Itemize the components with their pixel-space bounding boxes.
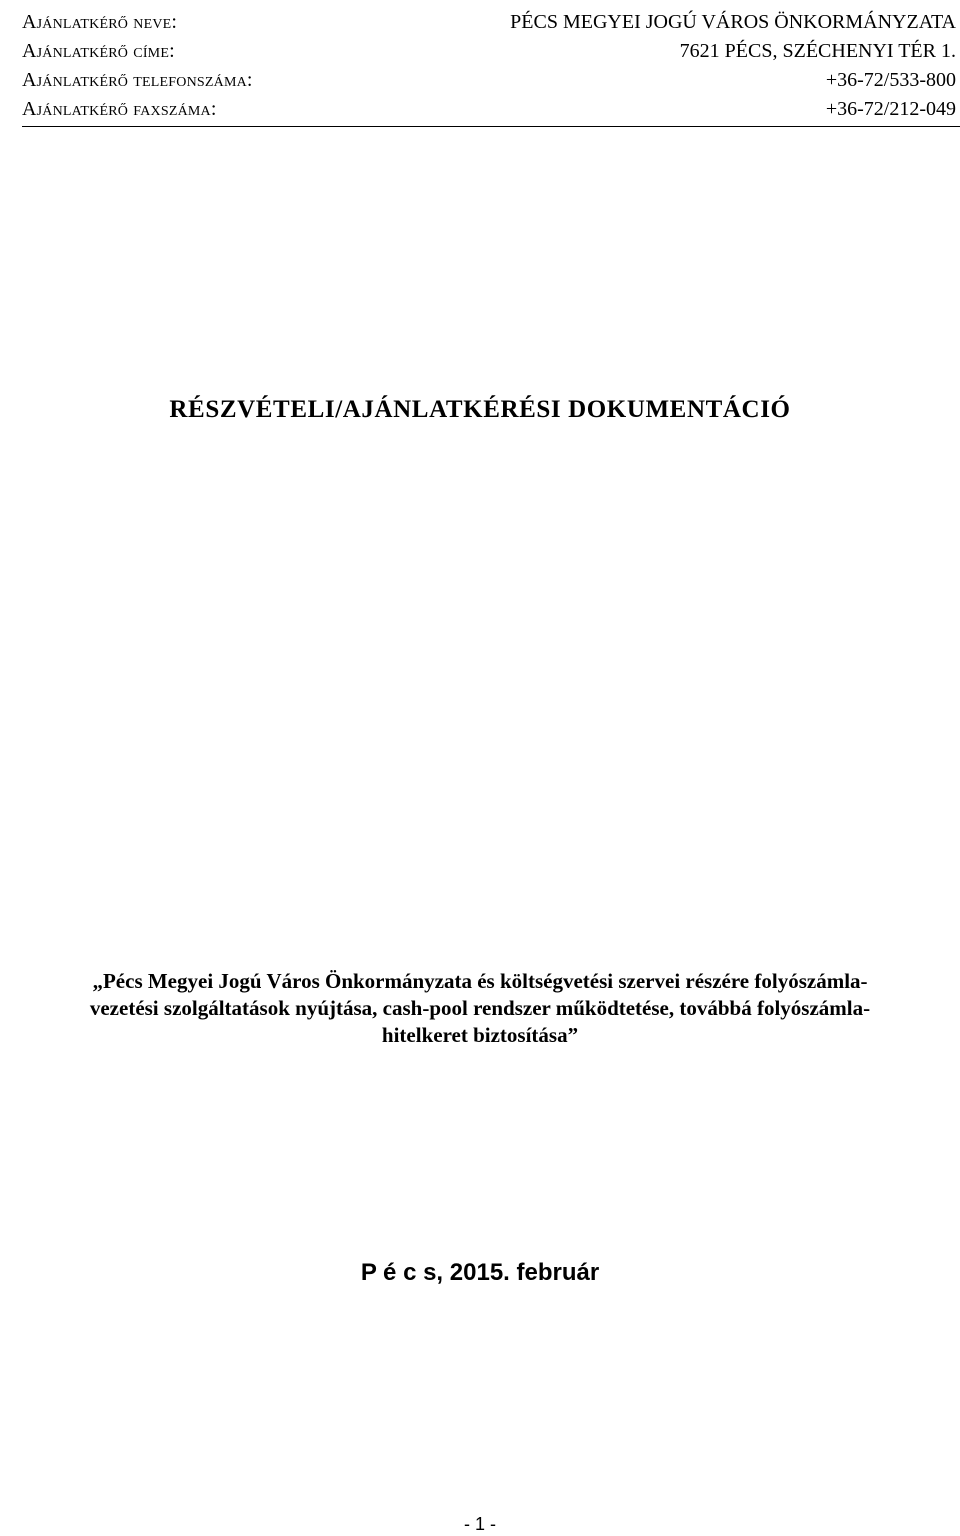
header-value-name: PÉCS MEGYEI JOGÚ VÁROS ÖNKORMÁNYZATA bbox=[510, 11, 956, 33]
header-label-address: Ajánlatkérő címe: bbox=[22, 40, 175, 62]
document-header bbox=[22, 8, 960, 127]
header-value-phone: +36-72/533-800 bbox=[825, 69, 956, 91]
page-number: - 1 - bbox=[463, 1514, 496, 1534]
subject-line-3: hitelkeret biztosítása” bbox=[381, 1023, 579, 1047]
document-title: RÉSZVÉTELI/AJÁNLATKÉRÉSI DOKUMENTÁCIÓ bbox=[169, 396, 791, 423]
subject-line-2: vezetési szolgáltatások nyújtása, cash-pool rendszer működtetése, továbbá folyószámla- bbox=[89, 996, 871, 1020]
header-row-phone bbox=[22, 66, 960, 95]
header-row-address bbox=[22, 37, 960, 66]
header-label-phone: Ajánlatkérő telefonszáma: bbox=[22, 69, 253, 91]
header-value-fax: +36-72/212-049 bbox=[825, 98, 956, 120]
subject-line-1: „Pécs Megyei Jogú Város Önkormányzata és költségvetési szervei részére folyószámla- bbox=[92, 969, 868, 993]
header-label-fax: Ajánlatkérő faxszáma: bbox=[22, 98, 217, 120]
header-label-name: Ajánlatkérő neve: bbox=[22, 11, 178, 33]
place-and-date: P é c s, 2015. február bbox=[360, 1259, 600, 1286]
header-row-name bbox=[22, 8, 960, 37]
header-row-fax bbox=[22, 95, 960, 124]
document-subject bbox=[0, 968, 960, 1049]
header-value-address: 7621 PÉCS, SZÉCHENYI TÉR 1. bbox=[679, 40, 956, 62]
